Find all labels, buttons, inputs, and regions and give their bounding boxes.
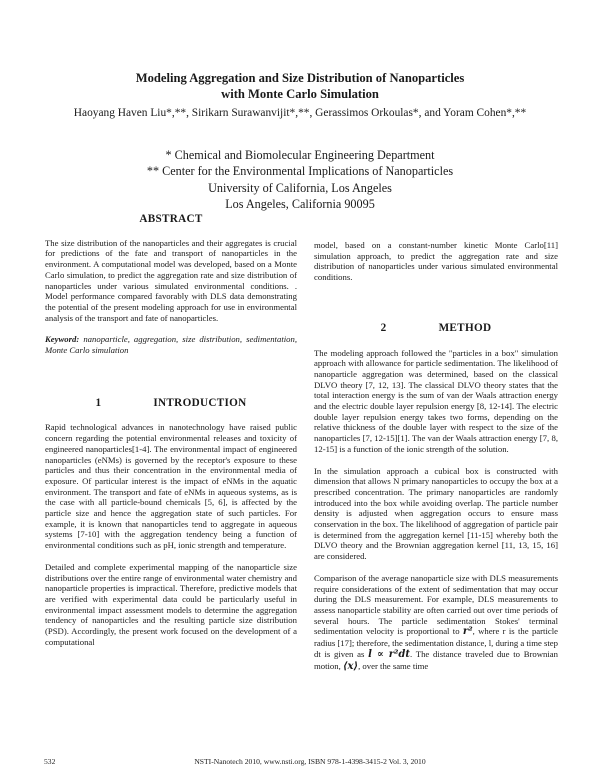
- method-number: 2: [380, 321, 387, 334]
- keywords-label: Keyword:: [45, 334, 80, 345]
- method-paragraph-3-part-b: , where r is the particle radius [17]; therefore, the sedimentation distance, l, during a time step dt is given as: [314, 626, 559, 659]
- keywords: [45, 334, 297, 355]
- method-heading: [314, 323, 558, 334]
- method-title: METHOD: [438, 321, 492, 334]
- introduction-paragraph-2: Detailed and complete experimental mapping of the nanoparticle size distributions over the entire range of environmental water chemistry and nanoparticle properties is impractical. Therefore, predictive models that are verified with experimental data could be particularly useful in environmental impact assessment models to determine the aggregation tendency of nanoparticles and the resulting particle size distribution (PSD). Accordingly, the present work focused on the development of a computational: [45, 561, 297, 647]
- abstract-heading: ABSTRACT: [139, 213, 203, 225]
- method-paragraph-3-part-c: . The distance traveled due to Brownian motion,: [314, 648, 559, 671]
- introduction-heading: [45, 398, 297, 409]
- affiliation-line: Los Angeles, California 90095: [225, 196, 375, 211]
- method-paragraph-1: The modeling approach followed the "particles in a box" simulation approach with allowance for particle sedimentation. The likelihood of nanoparticle aggregation was determined, based on the classical DLVO theory [7, 12, 13]. The classical DLVO theory states that the total interaction energy is the sum of van der Waals attraction energy and the electric double layer repulsion energy [8, 12-14]. The electric double layer repulsion energy takes two forms, depending on the relative thickness of the double layer with respect to the size of the nanoparticles [7, 12-15][1]. The van der Waals attraction energy [7, 8, 12-15] is a function of the ionic strength of the solution.: [314, 347, 558, 454]
- affiliation-line: ** Center for the Environmental Implications of Nanoparticles: [146, 164, 454, 179]
- method-paragraph-2: In the simulation approach a cubical box is constructed with dimension that allows N primary nanoparticles to occupy the box at a prescribed concentration. The primary nanoparticles are randomly introduced into the box while avoiding overlap. The particle number density is adjusted when aggregation occurs to ensure mass conservation in the box. The likelihood of aggregation of particle pair is determined from the aggregation kernel [11-15] whereby both the DLVO theory and the Brownian aggregation kernel [11, 13, 15, 16] are considered.: [314, 465, 558, 562]
- method-paragraph-3: [314, 573, 558, 672]
- left-column: [45, 214, 297, 659]
- method-paragraph-3-part-a: Comparison of the average nanoparticle size with DLS measurements require considerations of the extent of sedimentation that may occur during the DLS measurement. For example, DLS measurements to assess nanoparticle stability are often carried out over time periods of several hours. The particle sedimentation Stokes' terminal sedimentation velocity is proportional to: [314, 572, 558, 637]
- title-line-2: with Monte Carlo Simulation: [221, 87, 379, 101]
- equation-r-squared: r²: [462, 626, 473, 638]
- method-paragraph-3-part-d: , over the same time: [358, 660, 429, 671]
- affiliation-line: University of California, Los Angeles: [208, 180, 392, 195]
- page-number: 532: [44, 757, 56, 766]
- equation-sedimentation-distance: l ∝ r²dt: [368, 648, 410, 660]
- authors: Haoyang Haven Liu*,**, Sirikarn Surawanvijit*,**, Gerassimos Orkoulas*, and Yoram Cohen*,**: [73, 107, 527, 119]
- keywords-text: nanoparticle, aggregation, size distribution, sedimentation, Monte Carlo simulation: [45, 334, 298, 356]
- abstract-text: The size distribution of the nanoparticles and their aggregates is crucial for predictions of the fate and transport of nanoparticles in the environment. A computational model was developed, based on a Monte Carlo simulation, to predict the aggregation rate and size distribution of nanoparticles under various simulated environmental conditions. . Model performance compared favorably with DLS data demonstrating the potential of the present modeling approach for use in environmental analysis of the transport and fate of nanoparticles.: [45, 237, 297, 323]
- affiliation-line: * Chemical and Biomolecular Engineering Department: [165, 148, 435, 162]
- affiliations: [0, 147, 600, 212]
- introduction-title: INTRODUCTION: [153, 396, 247, 409]
- introduction-continued: model, based on a constant-number kinetic Monte Carlo[11] simulation approach, to predict the aggregation rate and size distribution of nanoparticles under various simulated environmental conditions.: [314, 240, 558, 283]
- introduction-number: 1: [95, 396, 102, 409]
- right-column: [314, 240, 558, 683]
- equation-brownian-distance: ⟨x⟩: [342, 660, 359, 672]
- title-line-1: Modeling Aggregation and Size Distribution of Nanoparticles: [135, 71, 465, 85]
- page-footer: [44, 757, 556, 766]
- footer-citation: NSTI-Nanotech 2010, www.nsti.org, ISBN 978-1-4398-3415-2 Vol. 3, 2010: [194, 757, 426, 766]
- introduction-paragraph-1: Rapid technological advances in nanotechnology have raised public concern regarding the potential environmental releases and toxicity of engineered nanoparticles[1-4]. The environmental impact of engineered nanoparticles (eNMs) is governed by the receptor's exposure to these particles and thus their concentration in the environmental media of exposure. Of particular interest is the impact of eNMs in the aquatic environment. The transport and fate of eNMs in aqueous systems, as is the case with all particle-bound chemicals [5, 6], is affected by the particle size and hence the aggregation state of such particles. For example, it is known that nanoparticles tend to aggregate in aqueous systems [7-10] with the aggregation tendency being a function of environmental conditions such as pH, ionic strength and temperature.: [45, 422, 297, 551]
- paper-title: [0, 70, 600, 102]
